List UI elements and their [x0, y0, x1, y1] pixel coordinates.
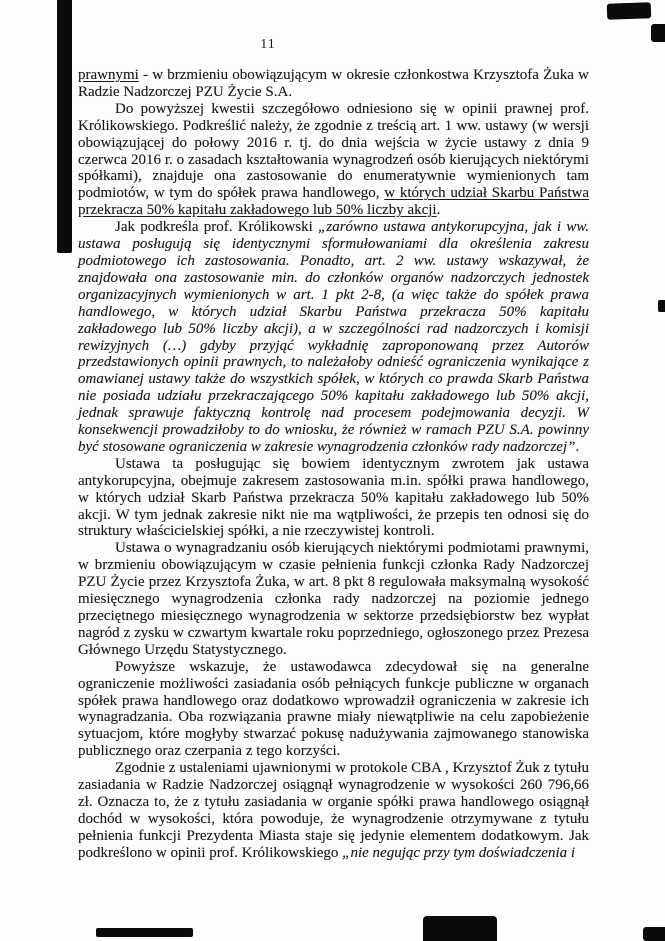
scan-artifact-bottom-blob	[423, 916, 497, 941]
scan-artifact-top-right-blob	[607, 2, 652, 20]
paragraph	[78, 659, 589, 760]
body-text: Ustawa o wynagradzaniu osób kierujących niektórymi podmiotami prawnymi, w brzmieniu obowiązującym w czasie pełnienia funkcji członka Rady Nadzorczej PZU Życie przez Krzysztofa Żuka, w art. 8 pkt 8 regulowała maksymalną wysokość miesięcznego wynagrodzenia członka rady nadzorczej na poziomie jednego przeciętnego miesięcznego wynagrodzenia w sektorze przedsiębiorstw bez wypłat nagród z zysku w czwartym kwartale roku poprzedniego, ogłoszonego przez Prezesa Głównego Urzędu Statystycznego.	[78, 540, 589, 658]
document-text-body	[78, 67, 589, 862]
body-text: .	[575, 438, 580, 455]
paragraph	[78, 219, 589, 456]
body-text: .	[436, 202, 441, 219]
body-text: Do powyższej kwestii szczegółowo odniesiono się w opinii prawnej prof. Królikowskiego. Podkreślić należy, że zgodnie z treścią art. 1 ww. ustawy (w wersji obowiązującej do połowy 2016 r. tj. do dnia wejścia w życie ustawy z dnia 9 czerwca 2016 r. o zasadach kształtowania wynagrodzeń osób kierujących niektórymi spółkami), znajduje ona zastosowanie do enumeratywnie wymienionych tam podmiotów, w tym do spółek prawa handlowego,	[78, 100, 589, 202]
body-text: Jak podkreśla prof. Królikowski	[115, 219, 319, 236]
body-text: - w brzmieniu obowiązującym w okresie członkostwa Krzysztofa Żuka w Radzie Nadzorczej PZU Życie S.A.	[78, 67, 589, 100]
paragraph	[78, 67, 589, 101]
page-number: 11	[260, 37, 276, 52]
paragraph	[78, 760, 589, 861]
underlined-text: prawnymi	[78, 67, 139, 83]
scan-artifact-bottom-right-mark	[643, 927, 665, 941]
body-text: Ustawa ta posługując się bowiem identycznym zwrotem jak ustawa antykorupcyjna, obejmuje zakresem zastosowania m.in. spółki prawa handlowego, w których udział Skarb Państwa przekracza 50% kapitału zakładowego lub 50% akcji. W tym jednak zakresie nikt nie ma wątpliwości, że przepis ten odnosi się do struktury właścicielskiej spółki, a nie rzeczywistej kontroli.	[78, 455, 589, 540]
quoted-italic-text: „zarówno ustawa antykorupcyjna, jak i ww. ustawa posługują się identycznymi sformułowaniami dla określenia zakresu podmiotowego ich zastosowania. Ponadto, art. 2 ww. ustawy wskazywał, że znajdowała ona zastosowanie min. do członków organów nadzorczych jednostek organizacyjnych wymienionych w art. 1 pkt 2-8, (a więc także do spółek prawa handlowego, w których udział Skarbu Państwa przekracza 50% kapitału zakładowego lub 50% liczby akcji), a w szczególności rad nadzorczych i komisji rewizyjnych (…) gdyby przyjąć wykładnię zaproponowaną przez Autorów przedstawionych opinii prawnych, to należałoby odnieść ograniczenia wynikające z omawianej ustawy także do wszystkich spółek, w których co prawda Skarb Państwa nie posiada udziału przekraczającego 50% kapitału zakładowego lub 50% akcji, jednak sprawuje faktyczną kontrolę nad procesem podejmowania decyzji. W konsekwencji prowadziłoby to do wniosku, że również w ramach PZU S.A. powinny być stosowane ograniczenia w zakresie wynagrodzenia członków rady nadzorczej”	[78, 219, 589, 455]
paragraph	[78, 456, 589, 541]
scan-artifact-top-right-edge	[651, 24, 665, 42]
paragraph	[78, 540, 589, 658]
body-text: Zgodnie z ustaleniami ujawnionymi w protokole CBA , Krzysztof Żuk z tytułu zasiadania w Radzie Nadzorczej osiągnął wynagrodzenie w wysokości 260 796,66 zł. Oznacza to, że z tytułu zasiadania w organie spółki prawa handlowego osiągnął dochód w wysokości, która powoduje, że wynagrodzenie otrzymywane z tytułu pełnienia funkcji Prezydenta Miasta staje się jedynie elementem dodatkowym. Jak podkreślono w opinii prof. Królikowskiego	[78, 760, 589, 861]
quoted-italic-text: „nie negując przy tym doświadczenia i	[342, 844, 576, 861]
paragraph	[78, 101, 589, 219]
scan-artifact-left-bar	[57, 0, 72, 253]
body-text: Powyższe wskazuje, że ustawodawca zdecydował się na generalne ograniczenie możliwości zasiadania osób pełniących funkcje publiczne w organach spółek prawa handlowego oraz dodatkowo wprowadził ograniczenia w zakresie ich wynagradzania. Oba rozwiązania prawne miały niewątpliwie na celu zapobieżenie sytuacjom, które mogłyby stwarzać pokusę nadużywania zajmowanego stanowiska publicznego oraz czerpania z tego korzyści.	[78, 658, 589, 760]
underlined-text: w których udział Skarbu Państwa przekracza 50% kapitału zakładowego lub 50% liczby akcji	[78, 185, 590, 219]
scan-artifact-bottom-dash	[96, 928, 193, 937]
scan-artifact-right-mid-tick	[658, 300, 665, 312]
